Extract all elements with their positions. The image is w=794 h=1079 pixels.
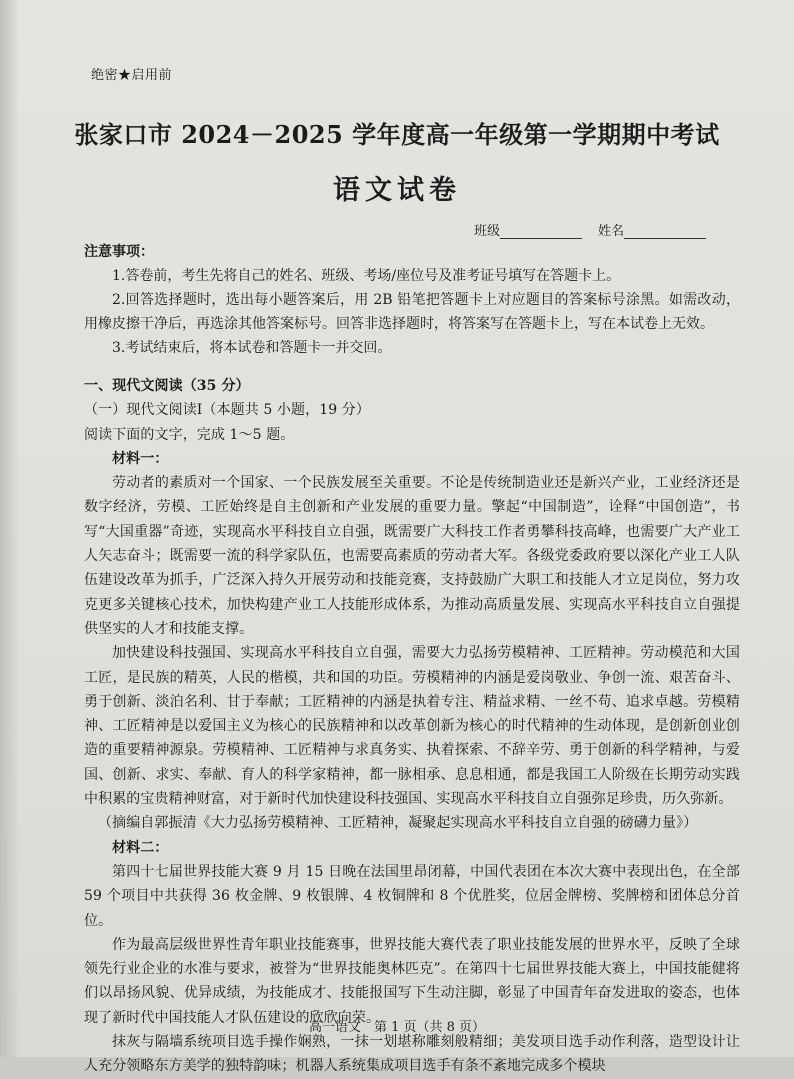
material-2-paragraph-3: 抹灰与隔墙系统项目选手操作娴熟，一抹一划堪称雕刻般精细；美发项目选手动作利落，造型设计让人充分领略东方美学的独特韵味；机器人系统集成项目选手有条不紊地完成多个模块 xyxy=(84,1034,740,1075)
class-label: 班级 xyxy=(474,224,501,239)
class-blank xyxy=(500,224,582,239)
material-1-source: （摘编自郭振清《大力弘扬劳模精神、工匠精神，凝聚起实现高水平科技自立自强的磅礴力量》） xyxy=(98,815,698,832)
name-label: 姓名 xyxy=(598,224,625,239)
section-title: 一、现代文阅读（35 分） xyxy=(84,378,250,394)
material-1-paragraph-1: 劳动者的素质对一个国家、一个民族发展至关重要。不论是传统制造业还是新兴产业，工业经济还是数字经济，劳模、工匠始终是自主创新和产业发展的重要力量。擎起“中国制造”，诠释“中国创造”，书写“大国重器”奇迹，实现高水平科技自立自强，既需要广大科技工作者勇攀科技高峰，也需要广大产业工人矢志奋斗；既需要一流的科学家队伍，也需要高素质的劳动者大军。各级党委政府要以深化产业工人队伍建设改革为抓手，广泛深入持久开展劳动和技能竞赛，支持鼓励广大职工和技能人才立足岗位，努力攻克更多关键核心技术，加快构建产业工人技能形成体系，为推动高质量发展、实现高水平科技自立自强提供坚实的人才和技能支撑。 xyxy=(84,475,740,637)
reading-section xyxy=(84,374,740,1079)
name-blank xyxy=(624,224,706,239)
exam-subtitle: 语文试卷 xyxy=(333,175,461,206)
reading-instruction: 阅读下面的文字，完成 1～5 题。 xyxy=(84,426,295,443)
material-1-label: 材料一： xyxy=(112,450,169,467)
material-2-paragraph-1: 第四十七届世界技能大赛 9 月 15 日晚在法国里昂闭幕，中国代表团在本次大赛中表现出色，在全部 59 个项目中共获得 36 枚金牌、9 枚银牌、4 枚铜牌和 8 个优胜奖，位居金牌榜、奖牌榜和团体总分首位。 xyxy=(84,863,740,929)
material-2-label: 材料二： xyxy=(112,839,169,856)
notice-item-2: 2.回答选择题时，选出每小题答案后，用 2B 铅笔把答题卡上对应题目的答案标号涂黑。如需改动，用橡皮擦干净后，再选涂其他答案标号。回答非选择题时，将答案写在答题卡上，写在本试卷上无效。 xyxy=(84,292,740,332)
page-footer: 高一语文 第 1 页（共 8 页） xyxy=(308,1020,486,1035)
name-field xyxy=(598,220,706,239)
class-field xyxy=(474,220,582,239)
page-edge-shadow xyxy=(0,0,20,1057)
exam-title: 张家口市 2024－2025 学年度高一年级第一学期期中考试 xyxy=(74,120,720,149)
notice-list xyxy=(84,264,740,360)
notice-title: 注意事项： xyxy=(84,244,154,260)
material-1-paragraph-2: 加快建设科技强国、实现高水平科技自立自强，需要大力弘扬劳模精神、工匠精神。劳动模范和大国工匠，是民族的精英，人民的楷模，共和国的功臣。劳模精神的内涵是爱岗敬业、争创一流、艰苦奋斗、勇于创新、淡泊名利、甘于奉献；工匠精神的内涵是执着专注、精益求精、一丝不苟、追求卓越。劳模精神、工匠精神是以爱国主义为核心的民族精神和以改革创新为核心的时代精神的生动体现，是创新创业创造的重要精神源泉。劳模精神、工匠精神与求真务实、执着探索、不辞辛劳、勇于创新的科学精神，与爱国、创新、求实、奉献、育人的科学家精神，都一脉相承、息息相通，都是我国工人阶级在长期劳动实践中积累的宝贵精神财富，对于新时代加快建设科技强国、实现高水平科技自立自强弥足珍贵，历久弥新。 xyxy=(84,645,740,808)
material-2-paragraph-2: 作为最高层级世界性青年职业技能赛事，世界技能大赛代表了职业技能发展的世界水平，反映了全球领先行业企业的水准与要求，被誉为“世界技能奥林匹克”。在第四十七届世界技能大赛上，中国技能健将们以昂扬风貌、优异成绩，为技能成才、技能报国写下生动注脚，彰显了中国青年奋发进取的姿态，也体现了新时代中国技能人才队伍建设的欣欣向荣。 xyxy=(84,936,740,1026)
secret-mark: 绝密★启用前 xyxy=(91,68,173,83)
notice-item-3: 3.考试结束后，将本试卷和答题卡一并交回。 xyxy=(112,340,392,356)
subsection-title: （一）现代文阅读Ⅰ（本题共 5 小题，19 分） xyxy=(84,402,371,419)
notice-item-1: 1.答卷前，考生先将自己的姓名、班级、考场/座位号及准考证号填写在答题卡上。 xyxy=(112,268,621,284)
